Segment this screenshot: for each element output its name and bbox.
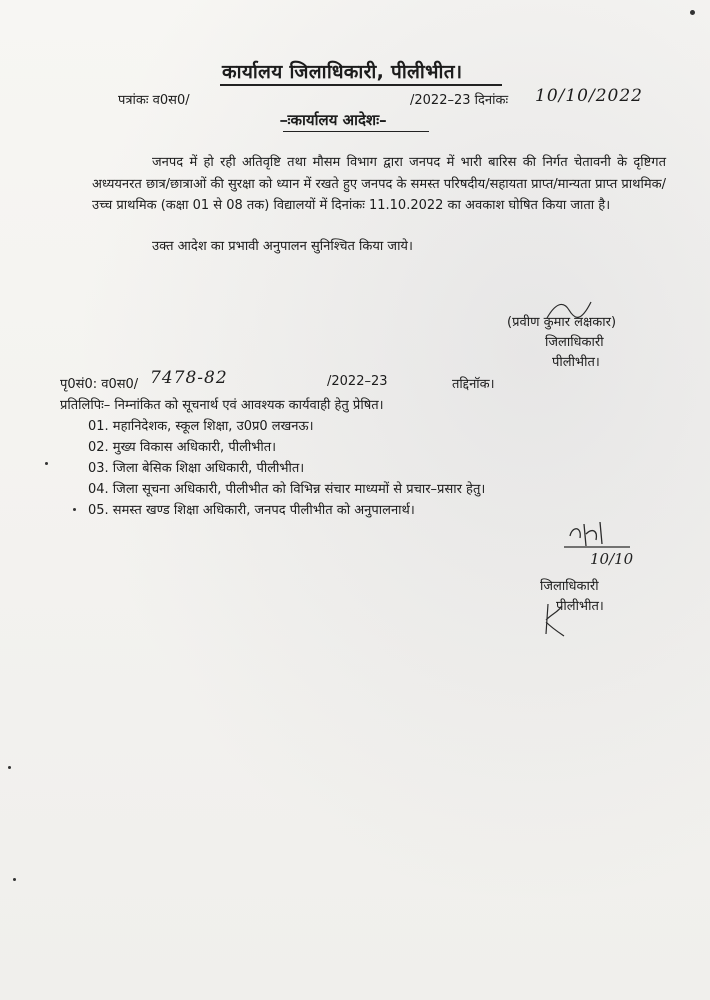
order-heading: –ःकार्यालय आदेशः– [280, 111, 387, 129]
copy-same-date-label: तद्दिनॉक। [452, 377, 495, 392]
copy-reference-year: /2022–23 [327, 374, 388, 389]
copy-to-heading: प्रतिलिपिः– निम्नांकित को सूचनार्थ एवं आवश्यक कार्यवाही हेतु प्रेषित। [60, 398, 384, 413]
handwritten-reference-number: 7478-82 [150, 368, 228, 388]
copy-recipient: 02. मुख्य विकास अधिकारी, पीलीभीत। [88, 440, 277, 455]
scan-speck [45, 462, 48, 465]
office-title: कार्यालय जिलाधिकारी, पीलीभीत। [222, 61, 463, 83]
initials-signature [560, 516, 640, 568]
scan-speck [690, 10, 695, 15]
svg-text:10/10: 10/10 [590, 550, 634, 568]
order-paragraph: जनपद में हो रही अतिवृष्टि तथा मौसम विभाग द्वारा जनपद में भारी बारिस की निर्गत चेतावनी के दृष्टिगत अध्ययनरत छात्र/छात्राओं की सुरक्षा को ध्यान में रखते हुए जनपद के समस्त परिषदीय/सहायता प्राप्त/मान्यता प्राप्त प्राथमिक/उच्च प्राथमिक (कक्षा 01 से 08 तक) विद्यालयों में दिनांकः 11.10.2022 का अवकाश घोषित किया जाता है। [92, 155, 666, 213]
signatory-designation: जिलाधिकारी [545, 335, 604, 350]
signatory-name: (प्रवीण कुमार लक्षकार) [507, 315, 617, 330]
copy-recipient: 03. जिला बेसिक शिक्षा अधिकारी, पीलीभीत। [88, 461, 305, 476]
copy-reference-label: पृ0सं0: व0स0/ [60, 377, 139, 392]
signature-mark-2 [538, 600, 568, 640]
compliance-paragraph: उक्त आदेश का प्रभावी अनुपालन सुनिश्चित किया जाये। [152, 239, 413, 254]
scan-speck [8, 766, 11, 769]
order-heading-underline [283, 131, 429, 132]
initials-place: पीलीभीत। [556, 599, 604, 614]
title-underline [220, 84, 502, 86]
scan-speck [13, 878, 16, 881]
copy-recipient: 01. महानिदेशक, स्कूल शिक्षा, उ0प्र0 लखनऊ। [88, 419, 314, 434]
signatory-place: पीलीभीत। [552, 355, 600, 370]
reference-number-label: पत्रांकः व0स0/ [118, 93, 190, 108]
copy-recipient: 05. समस्त खण्ड शिक्षा अधिकारी, जनपद पीलीभीत को अनुपालनार्थ। [88, 503, 415, 518]
scan-speck [73, 508, 76, 511]
copy-recipient: 04. जिला सूचना अधिकारी, पीलीभीत को विभिन्न संचार माध्यमों से प्रचार–प्रसार हेतु। [88, 482, 486, 497]
handwritten-date: 10/10/2022 [535, 86, 643, 106]
initials-designation: जिलाधिकारी [540, 579, 599, 594]
reference-year-date-label: /2022–23 दिनांकः [410, 93, 509, 108]
